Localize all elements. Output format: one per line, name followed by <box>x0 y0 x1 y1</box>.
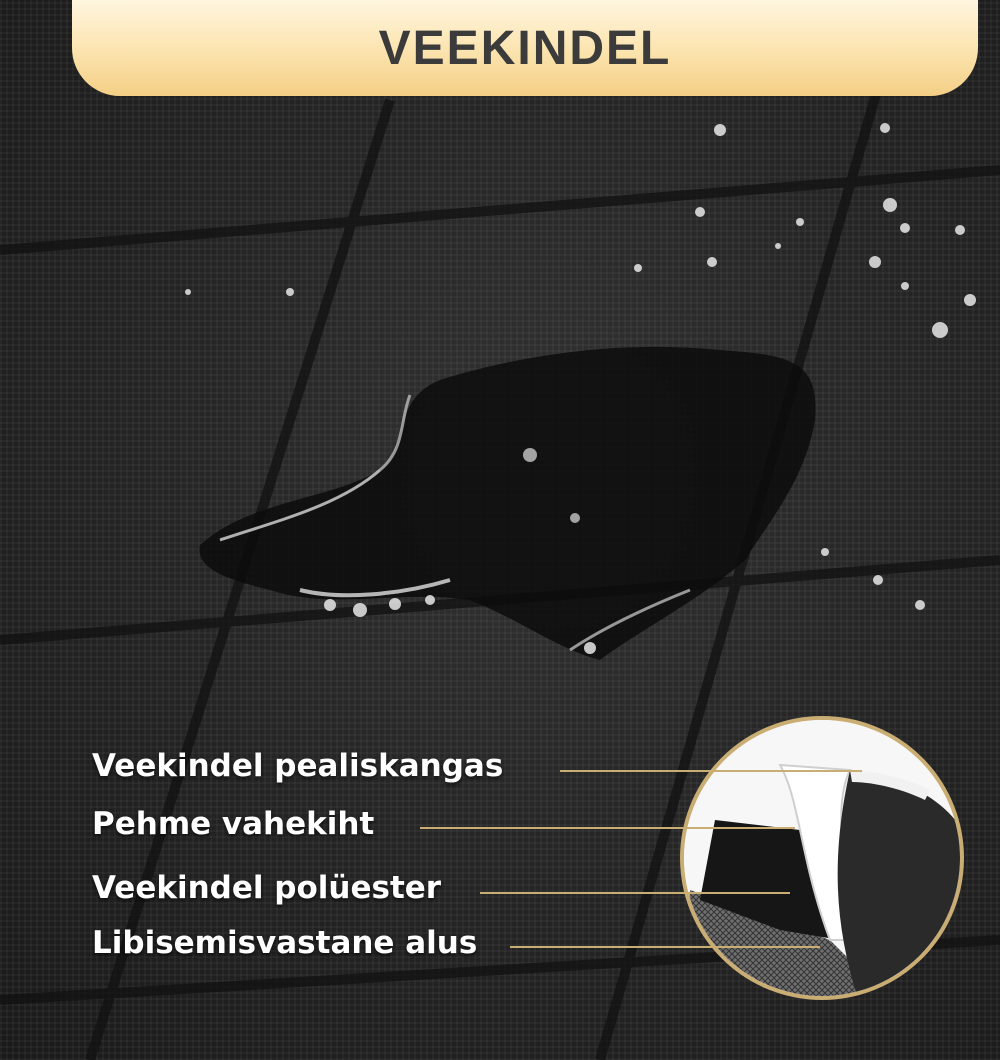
layer-label-top-fabric: Veekindel pealiskangas <box>92 748 504 784</box>
layer-label-soft: Pehme vahekiht <box>92 806 375 842</box>
layer-label-polyester: Veekindel polüester <box>92 870 442 906</box>
layer-label-anti-slip: Libisemisvastane alus <box>92 925 478 961</box>
banner-title: VEEKINDEL <box>378 21 672 75</box>
